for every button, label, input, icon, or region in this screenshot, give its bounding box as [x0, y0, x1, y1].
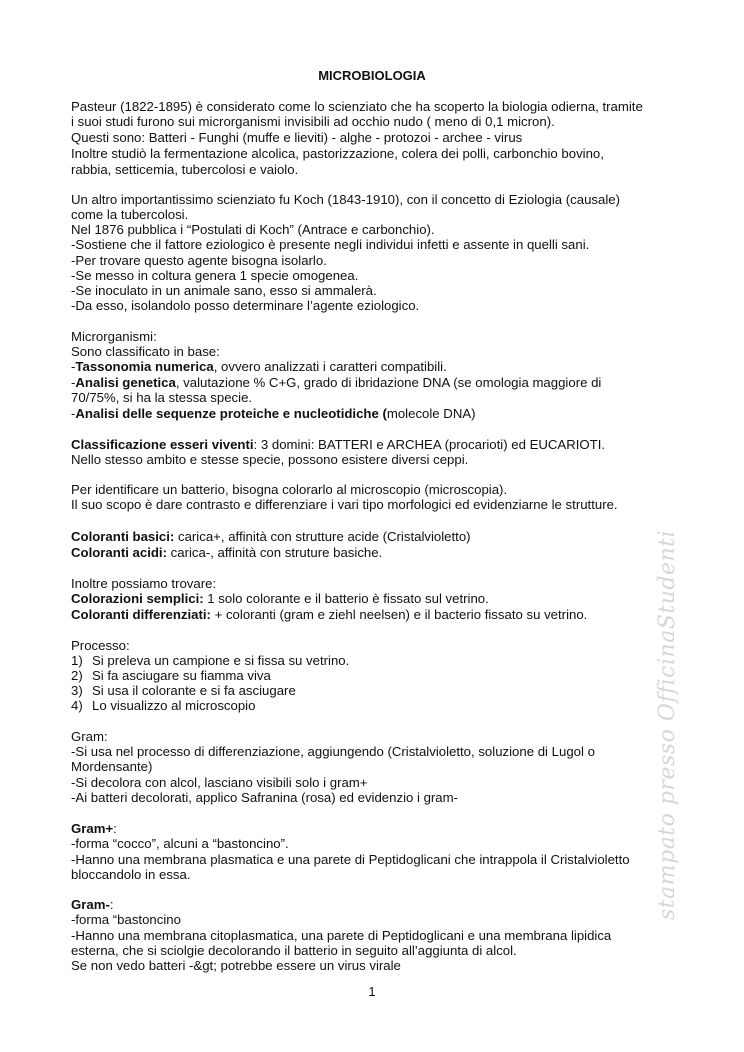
paragraph-line: -Tassonomia numerica, ovvero analizzati i caratteri compatibili. [71, 359, 447, 374]
paragraph-line: -Se inoculato in un animale sano, esso si ammalerà. [71, 283, 377, 298]
paragraph-line: Processo: [71, 638, 130, 653]
list-item: 4) Lo visualizzo al microscopio [71, 698, 256, 713]
paragraph-line: rabbia, setticemia, tubercolosi e vaiolo. [71, 162, 299, 177]
paragraph-line: Questi sono: Batteri - Funghi (muffe e lieviti) - alghe - protozoi - archee - virus [71, 130, 523, 145]
paragraph-line: Sono classificato in base: [71, 344, 220, 359]
list-item: 2) Si fa asciugare su fiamma viva [71, 668, 271, 683]
paragraph-line: Classificazione esseri viventi: 3 domini: BATTERI e ARCHEA (procarioti) ed EUCARIOTI. [71, 437, 606, 452]
paragraph-line: Inoltre studiò la fermentazione alcolica, pastorizzazione, colera dei polli, carbonchio bovino, [71, 146, 604, 161]
paragraph-line: Pasteur (1822-1895) è considerato come lo scienziato che ha scoperto la biologia odierna, tramite [71, 99, 643, 114]
paragraph-line: -Analisi genetica, valutazione % C+G, grado di ibridazione DNA (se omologia maggiore di [71, 375, 602, 390]
paragraph-line: Un altro importantissimo scienziato fu Koch (1843-1910), con il concetto di Eziologia (causale) [71, 192, 621, 207]
paragraph-line: Coloranti basici: carica+, affinità con strutture acide (Cristalvioletto) [71, 529, 471, 544]
paragraph-line: -Hanno una membrana citoplasmatica, una parete di Peptidoglicani e una membrana lipidica [71, 928, 612, 943]
list-item: 1) Si preleva un campione e si fissa su vetrino. [71, 653, 350, 668]
paragraph-line: -Analisi delle sequenze proteiche e nucleotidiche (molecole DNA) [71, 406, 476, 421]
paragraph-line: -Per trovare questo agente bisogna isolarlo. [71, 253, 327, 268]
paragraph-line: 70/75%, si ha la stessa specie. [71, 390, 253, 405]
paragraph-line: -Hanno una membrana plasmatica e una parete di Peptidoglicani che intrappola il Cristalvioletto [71, 852, 630, 867]
paragraph-line: -Si decolora con alcol, lasciano visibili solo i gram+ [71, 775, 368, 790]
paragraph-line: Microrganismi: [71, 329, 157, 344]
watermark-text: stampato presso OfficinaStudenti [655, 529, 680, 920]
section-heading: Gram-: [71, 897, 114, 912]
paragraph-line: Mordensante) [71, 759, 153, 774]
paragraph-line: esterna, che si sciolgie decolorando il batterio in seguito all’aggiunta di alcol. [71, 943, 517, 958]
bold-term: Analisi genetica [75, 375, 176, 390]
paragraph-line: -Da esso, isolandolo posso determinare l’agente eziologico. [71, 298, 420, 313]
paragraph-line: Nel 1876 pubblica i “Postulati di Koch” (Antrace e carbonchio). [71, 222, 435, 237]
paragraph-line: -Se messo in coltura genera 1 specie omogenea. [71, 268, 359, 283]
paragraph-line: Se non vedo batteri -&gt; potrebbe essere un virus virale [71, 958, 401, 973]
bold-term: Coloranti acidi: [71, 545, 167, 560]
section-heading: Gram+: [71, 821, 117, 836]
paragraph-line: -Si usa nel processo di differenziazione, aggiungendo (Cristalvioletto, soluzione di Lugol o [71, 744, 595, 759]
bold-term: Tassonomia numerica [75, 359, 214, 374]
list-item: 3) Si usa il colorante e si fa asciugare [71, 683, 296, 698]
bold-term: Classificazione esseri viventi [71, 437, 254, 452]
paragraph-line: -Ai batteri decolorati, applico Safranina (rosa) ed evidenzio i gram- [71, 790, 459, 805]
bold-term: Coloranti differenziati: [71, 607, 211, 622]
paragraph-line: Il suo scopo è dare contrasto e differenziare i vari tipo morfologici ed evidenziarne le strutture. [71, 497, 618, 512]
paragraph-line: Nello stesso ambito e stesse specie, possono esistere diversi ceppi. [71, 452, 469, 467]
paragraph-line: -forma “bastoncino [71, 912, 181, 927]
paragraph-line: Gram: [71, 729, 108, 744]
paragraph-line: -Sostiene che il fattore eziologico è presente negli individui infetti e assente in quelli sani. [71, 237, 590, 252]
paragraph-line: Colorazioni semplici: 1 solo colorante e il batterio è fissato sul vetrino. [71, 591, 489, 606]
document-title: MICROBIOLOGIA [318, 68, 426, 83]
paragraph-line: come la tubercolosi. [71, 207, 189, 222]
paragraph-line: Inoltre possiamo trovare: [71, 576, 217, 591]
paragraph-line: i suoi studi furono sui microrganismi invisibili ad occhio nudo ( meno di 0,1 micron). [71, 114, 555, 129]
paragraph-line: Coloranti differenziati: + coloranti (gram e ziehl neelsen) e il bacterio fissato su vetrino. [71, 607, 588, 622]
paragraph-line: Coloranti acidi: carica-, affinità con struture basiche. [71, 545, 383, 560]
paragraph-line: bloccandolo in essa. [71, 867, 191, 882]
page-number: 1 [368, 984, 376, 999]
paragraph-line: -forma “cocco”, alcuni a “bastoncino”. [71, 836, 289, 851]
bold-term: Analisi delle sequenze proteiche e nucleotidiche ( [75, 406, 387, 421]
bold-term: Colorazioni semplici: [71, 591, 204, 606]
bold-term: Coloranti basici: [71, 529, 175, 544]
paragraph-line: Per identificare un batterio, bisogna colorarlo al microscopio (microscopia). [71, 482, 508, 497]
